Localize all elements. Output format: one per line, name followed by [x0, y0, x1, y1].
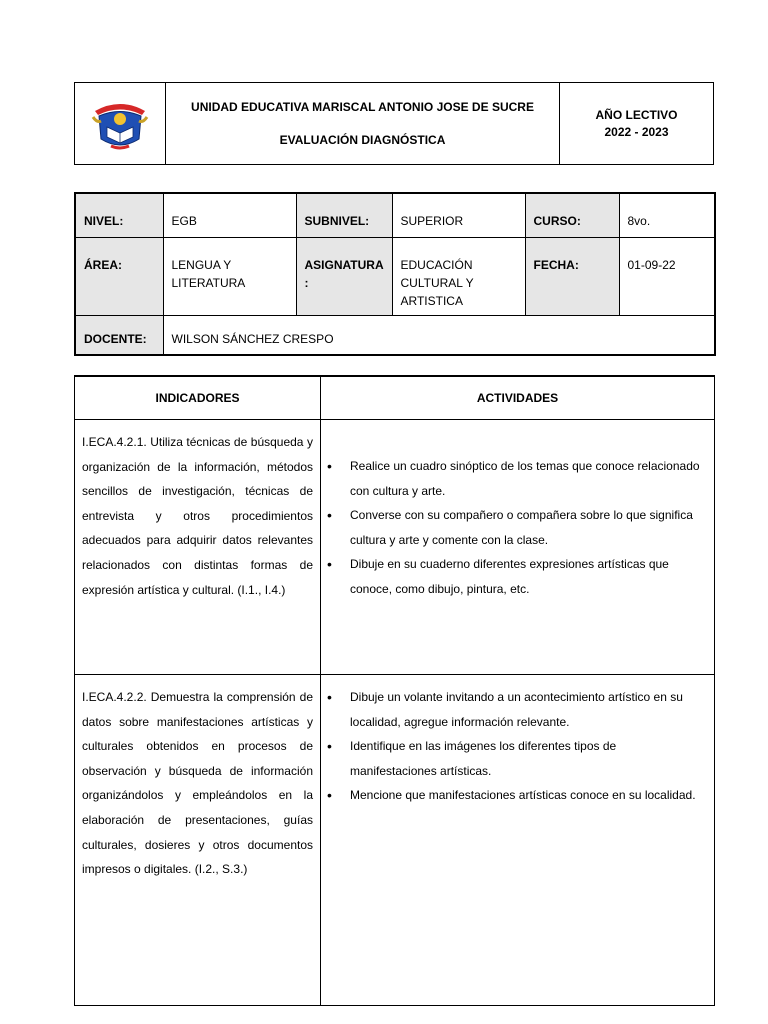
- logo-cell: [75, 83, 166, 165]
- nivel-value: EGB: [163, 193, 296, 237]
- document-header: [74, 82, 714, 165]
- curso-value: 8vo.: [619, 193, 715, 237]
- fecha-label: FECHA:: [525, 237, 619, 315]
- activity-item: • Dibuje en su cuaderno diferentes expresiones artísticas que conoce, como dibujo, pintura, etc.: [321, 552, 714, 601]
- asignatura-label: [296, 237, 392, 315]
- activities-list: [321, 454, 714, 601]
- activity-item: • Mencione que manifestaciones artísticas conoce en su localidad.: [321, 783, 714, 808]
- activities-list: [321, 685, 714, 808]
- column-header-indicadores: INDICADORES: [75, 376, 321, 420]
- evaluation-title: EVALUACIÓN DIAGNÓSTICA: [279, 132, 446, 147]
- activity-item: • Dibuje un volante invitando a un acontecimiento artístico en su localidad, agregue información relevante.: [321, 685, 714, 734]
- institution-name: UNIDAD EDUCATIVA MARISCAL ANTONIO JOSE DE SUCRE: [191, 99, 534, 114]
- indicator-text: I.ECA.4.2.2. Demuestra la comprensión de datos sobre manifestaciones artísticas y culturales obtenidos en procesos de observación y búsqueda de información organizándolos y empleándolos en la elaboración de presentaciones, guías culturales, dosieres y otros documentos impresos o digitales. (I.2., S.3.): [75, 675, 321, 1006]
- subnivel-value: SUPERIOR: [392, 193, 525, 237]
- indicators-table: [74, 375, 715, 1006]
- table-row: [75, 675, 715, 1006]
- year-cell: [560, 83, 714, 165]
- asignatura-label-line: ASIGNATURA: [304, 257, 384, 272]
- docente-label: DOCENTE:: [75, 315, 163, 355]
- indicator-text: I.ECA.4.2.1. Utiliza técnicas de búsqueda y organización de la información, métodos sencillos de investigación, técnicas de entrevista y otros procedimientos adecuados para adquirir datos relevantes relacionados con distintas formas de expresión artística y cultural. (I.1., I.4.): [75, 420, 321, 675]
- year-label: AÑO LECTIVO: [595, 107, 678, 122]
- activity-item: • Converse con su compañero o compañera sobre lo que significa cultura y arte y comente con la clase.: [321, 503, 714, 552]
- activity-item: • Identifique en las imágenes los diferentes tipos de manifestaciones artísticas.: [321, 734, 714, 783]
- asignatura-value-line: ARTISTICA: [400, 293, 463, 308]
- school-crest-icon: [89, 97, 151, 151]
- year-value: 2022 - 2023: [604, 124, 669, 139]
- activities-cell: [321, 675, 715, 1006]
- title-cell: [166, 83, 560, 165]
- asignatura-label-line: :: [304, 275, 309, 290]
- nivel-label: NIVEL:: [75, 193, 163, 237]
- info-table: [74, 192, 716, 356]
- fecha-value: 01-09-22: [619, 237, 715, 315]
- area-value-line: LITERATURA: [171, 275, 246, 290]
- table-row: [75, 420, 715, 675]
- column-header-actividades: ACTIVIDADES: [321, 376, 715, 420]
- asignatura-value-line: CULTURAL Y: [400, 275, 474, 290]
- asignatura-value-line: EDUCACIÓN: [400, 257, 473, 272]
- docente-value: WILSON SÁNCHEZ CRESPO: [163, 315, 715, 355]
- area-label: ÁREA:: [75, 237, 163, 315]
- area-value: [163, 237, 296, 315]
- curso-label: CURSO:: [525, 193, 619, 237]
- activity-item: • Realice un cuadro sinóptico de los temas que conoce relacionado con cultura y arte.: [321, 454, 714, 503]
- area-value-line: LENGUA Y: [171, 257, 232, 272]
- subnivel-label: SUBNIVEL:: [296, 193, 392, 237]
- asignatura-value: [392, 237, 525, 315]
- activities-cell: [321, 420, 715, 675]
